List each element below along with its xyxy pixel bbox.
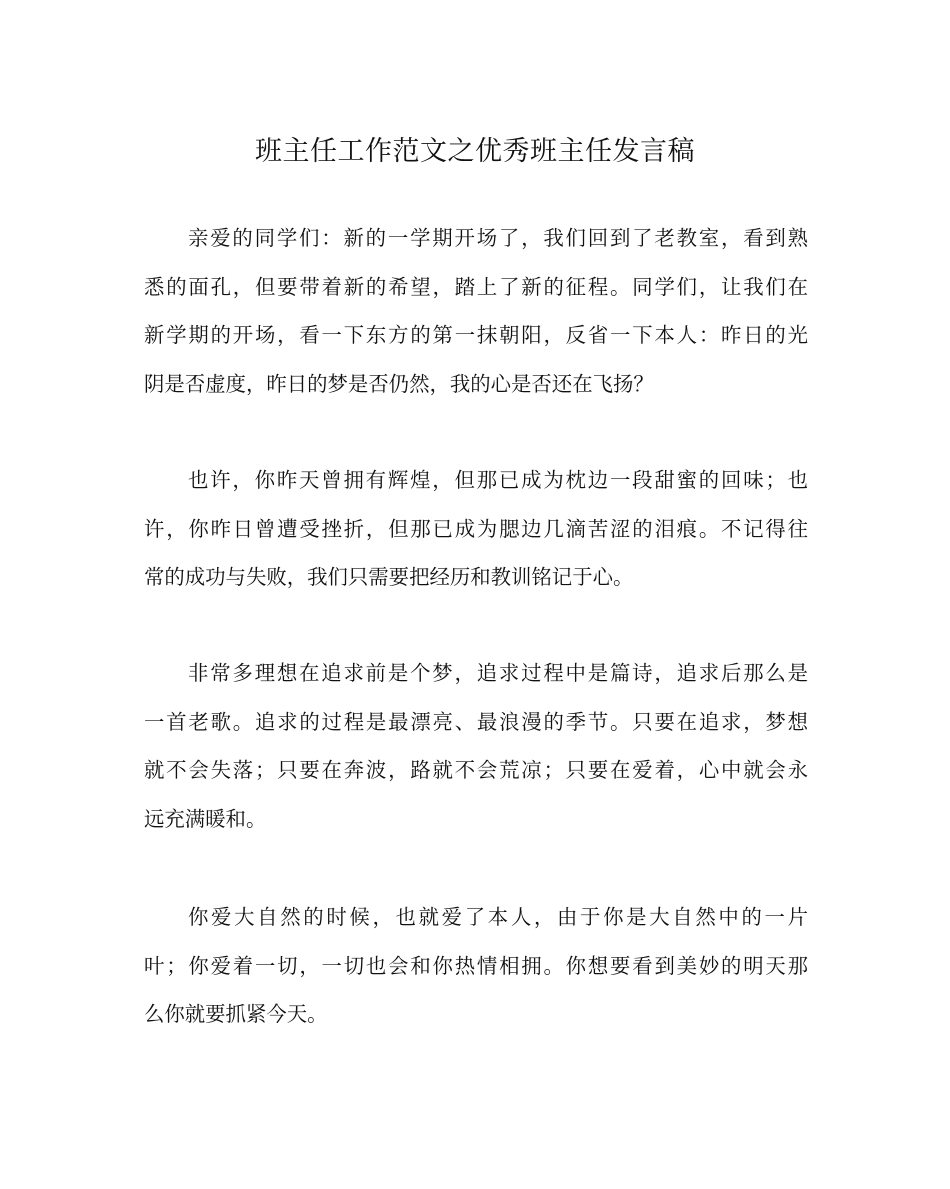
paragraph-line: 么你就要抓紧今天。 bbox=[144, 1002, 328, 1027]
paragraph-line: 就不会失落；只要在奔波，路就不会荒凉；只要在爱着，心中就会永 bbox=[144, 758, 808, 783]
paragraph-line: 叶；你爱着一切，一切也会和你热情相拥。你想要看到美妙的明天那 bbox=[144, 953, 808, 978]
paragraph-line: 你爱大自然的时候，也就爱了本人，由于你是大自然中的一片 bbox=[188, 905, 808, 929]
paragraph-line: 许，你昨日曾遭受挫折，但那已成为腮边几滴苦涩的泪痕。不记得往 bbox=[144, 516, 808, 541]
paragraph-line: 非常多理想在追求前是个梦，追求过程中是篇诗，追求后那么是 bbox=[188, 661, 808, 685]
paragraph-1 bbox=[144, 214, 808, 409]
paragraph-line: 常的成功与失败，我们只需要把经历和教训铭记于心。 bbox=[144, 565, 634, 590]
paragraph-line: 阴是否虚度，昨日的梦是否仍然，我的心是否还在飞扬？ bbox=[144, 372, 654, 397]
paragraph-4 bbox=[144, 893, 808, 1039]
paragraph-2 bbox=[144, 456, 808, 602]
paragraph-line: 远充满暖和。 bbox=[144, 807, 267, 832]
document-title: 班主任工作范文之优秀班主任发言稿 bbox=[255, 136, 695, 167]
paragraph-line: 亲爱的同学们：新的一学期开场了，我们回到了老教室，看到熟 bbox=[188, 226, 808, 250]
paragraph-line: 悉的面孔，但要带着新的希望，踏上了新的征程。同学们，让我们在 bbox=[144, 274, 808, 299]
paragraph-line: 新学期的开场，看一下东方的第一抹朝阳，反省一下本人：昨日的光 bbox=[144, 323, 808, 348]
paragraph-3 bbox=[144, 649, 808, 844]
paragraph-line: 也许，你昨天曾拥有辉煌，但那已成为枕边一段甜蜜的回味；也 bbox=[188, 468, 808, 492]
paragraph-line: 一首老歌。追求的过程是最漂亮、最浪漫的季节。只要在追求，梦想 bbox=[144, 709, 808, 734]
